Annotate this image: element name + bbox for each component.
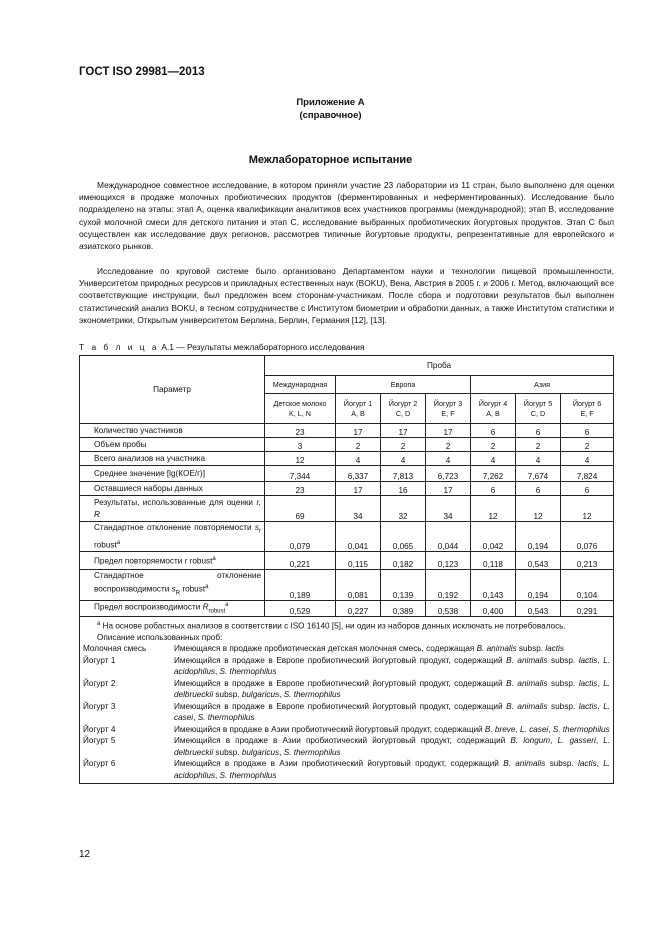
- annex-subtitle: (справочное): [299, 110, 362, 121]
- table-cell: 2: [561, 438, 614, 452]
- document-header: ГОСТ ISO 29981—2013: [79, 66, 205, 78]
- description-fragment: subsp.: [213, 747, 242, 757]
- species-name: L. delbrueckii: [174, 678, 611, 700]
- table-cell: 4: [516, 452, 561, 466]
- table-cell: 12: [561, 496, 614, 522]
- table-row: [80, 552, 614, 570]
- description-name: Йогурт 1: [83, 655, 116, 665]
- description-fragment: ,: [597, 655, 604, 665]
- table-cell: 0,065: [381, 522, 426, 552]
- description-fragment: ,: [279, 747, 284, 757]
- description-item: [83, 678, 610, 701]
- species-name: lactis: [578, 678, 598, 688]
- row-label-text: Предел воспроизводимости: [94, 602, 201, 612]
- description-fragment: ,: [550, 736, 558, 746]
- row-label-variable: R: [202, 602, 209, 612]
- description-fragment: Имеющийся в продаже в Азии пробиотический йогуртовый продукт, содержащий: [174, 736, 511, 746]
- species-name: B. animalis: [506, 655, 548, 665]
- table-cell: 17: [426, 482, 471, 496]
- table-cell: 2: [426, 438, 471, 452]
- species-name: lactis: [578, 701, 598, 711]
- table-cell: 0,543: [516, 600, 561, 616]
- description-fragment: ,: [515, 724, 520, 734]
- column-header: [516, 394, 561, 424]
- table-cell: 17: [336, 424, 381, 438]
- description-fragment: Имеющаяся в продаже пробиотическая детская молочная смесь, содержащая: [174, 644, 477, 654]
- row-label-text: Предел повторяемости: [94, 556, 183, 566]
- table-cell: 2: [336, 438, 381, 452]
- row-label-text: Объем пробы: [94, 440, 147, 449]
- table-cell: 4: [471, 452, 516, 466]
- table-cell: 0,076: [561, 522, 614, 552]
- description-text: [174, 678, 610, 701]
- species-name: L. acidophilus: [174, 655, 611, 677]
- row-label-text: Всего анализов на участника: [94, 454, 206, 463]
- table-cell: 23: [265, 424, 336, 438]
- row-label-variable: r, R: [94, 498, 261, 519]
- column-header-name: Йогурт 5: [523, 399, 553, 408]
- table-row: [80, 438, 614, 452]
- table-cell: 16: [381, 482, 426, 496]
- description-fragment: subsp.: [516, 644, 546, 654]
- header-international: Международная: [265, 376, 336, 394]
- row-label-text: Среднее значение [lg(КОЕ/г)]: [94, 469, 206, 478]
- description-item: [83, 735, 610, 758]
- table-cell: 23: [265, 482, 336, 496]
- description-text: [174, 758, 610, 781]
- description-name: Йогурт 5: [83, 736, 116, 746]
- table-cell: 0,529: [265, 600, 336, 616]
- column-header-name: Йогурт 4: [478, 399, 508, 408]
- row-label: [80, 570, 265, 600]
- row-label-text: Результаты, использованные для оценки: [94, 498, 254, 507]
- table-cell: 12: [471, 496, 516, 522]
- table-cell: 69: [265, 496, 336, 522]
- description-item: [83, 758, 610, 781]
- description-name: Йогурт 6: [83, 759, 116, 769]
- table-cell: 7,813: [381, 466, 426, 482]
- column-header-code: E, F: [441, 408, 455, 418]
- description-fragment: subsp.: [547, 655, 579, 665]
- description-fragment: ,: [596, 759, 604, 769]
- column-header: [381, 394, 426, 424]
- table-cell: 6: [516, 482, 561, 496]
- footnote-mark: a: [97, 620, 101, 627]
- species-name: bulgaricus: [241, 690, 280, 700]
- table-cell: 0,389: [381, 600, 426, 616]
- column-header: [336, 394, 381, 424]
- species-name: S. thermophilus: [283, 747, 341, 757]
- species-name: S. thermophilus: [197, 713, 255, 723]
- table-cell: 34: [426, 496, 471, 522]
- page-number: 12: [79, 849, 91, 860]
- row-label: [80, 482, 265, 496]
- table-row: [80, 496, 614, 522]
- table-cell: 0,400: [471, 600, 516, 616]
- header-europe: Европа: [336, 376, 471, 394]
- description-fragment: subsp.: [545, 759, 578, 769]
- table-body: [80, 424, 614, 617]
- header-asia: Азия: [471, 376, 614, 394]
- table-cell: 2: [471, 438, 516, 452]
- column-header-name: Детское молоко: [273, 399, 327, 408]
- description-text: [174, 655, 610, 678]
- footnote-text: На основе робастных анализов в соответствии с ISO 16140 [5], ни один из наборов данных исключать не потребовалось.: [100, 621, 566, 631]
- row-label: [80, 552, 265, 570]
- results-table: [79, 355, 614, 784]
- row-label-subscript: robust: [208, 608, 226, 615]
- table-cell: 6: [471, 482, 516, 496]
- table-cell: 0,081: [336, 570, 381, 600]
- row-label-subscript: r: [259, 528, 262, 535]
- table-cell: 0,194: [516, 570, 561, 600]
- species-name: lactis: [578, 655, 598, 665]
- description-fragment: ,: [193, 713, 198, 723]
- table-cell: 4: [561, 452, 614, 466]
- table-caption-text: А.1 — Результаты межлабораторного исследования: [159, 342, 365, 352]
- table-cell: 0,042: [471, 522, 516, 552]
- table-cell: 6: [561, 424, 614, 438]
- table-cell: 0,189: [265, 570, 336, 600]
- annex-title: Приложение А: [296, 97, 365, 108]
- column-header-code: C, D: [395, 408, 411, 418]
- table-cell: 17: [381, 424, 426, 438]
- table-cell: 12: [265, 452, 336, 466]
- table-caption: [79, 342, 364, 352]
- table-cell: 0,139: [381, 570, 426, 600]
- table-cell: 0,115: [336, 552, 381, 570]
- column-header: [265, 394, 336, 424]
- table-cell: 32: [381, 496, 426, 522]
- table-cell: 4: [381, 452, 426, 466]
- row-label: [80, 438, 265, 452]
- species-name: B. animalis: [506, 701, 548, 711]
- row-label-superscript: a: [205, 583, 209, 590]
- section-title: Межлабораторное испытание: [248, 154, 413, 166]
- table-cell: 6: [516, 424, 561, 438]
- table-cell: 6,337: [336, 466, 381, 482]
- paragraph-2: Исследование по круговой системе было организовано Департаментом науки и технологии пищевой промышленности, Университетом природных ресурсов и прикладных естественных наук (BOKU), Вена, Австрия в 2005 г. и 2006 г. Метод, включающий все соответствующие инструкции, был предложен всем сторонам-участникам. После сбора и подготовки результатов был выполнен статистический анализ BOKU, в тесном сотрудничестве с Институтом биометрии и обработки данных, а также Институтом статистики и эконометрики, Открытым университетом Берлина, Берлин, Германия [12], [13].: [79, 266, 614, 325]
- table-caption-prefix: Т а б л и ц а: [79, 342, 160, 352]
- description-text: [174, 735, 610, 758]
- species-name: S. thermophilus: [219, 667, 277, 677]
- description-fragment: ,: [597, 678, 604, 688]
- description-item: [83, 643, 610, 655]
- species-name: B. animalis: [476, 644, 517, 654]
- row-label-variable: s: [171, 584, 176, 594]
- descriptions-title: Описание использованных проб:: [97, 632, 223, 642]
- description-name: Йогурт 3: [83, 701, 116, 711]
- table-row: [80, 522, 614, 552]
- species-name: lactis: [545, 644, 564, 654]
- table-cell: 0,079: [265, 522, 336, 552]
- species-name: S. thermophilus: [219, 770, 277, 780]
- table-row: [80, 466, 614, 482]
- table-cell: 0,194: [516, 522, 561, 552]
- row-label-variable: s: [254, 523, 260, 532]
- table-cell: 6: [561, 482, 614, 496]
- description-fragment: ,: [279, 690, 284, 700]
- species-name: L. acidophilus: [174, 759, 611, 780]
- table-cell: 0,182: [381, 552, 426, 570]
- table-cell: 0,192: [426, 570, 471, 600]
- column-header-code: A, B: [486, 408, 500, 418]
- row-label: [80, 466, 265, 482]
- species-name: lactis: [578, 759, 597, 769]
- table-cell: 0,123: [426, 552, 471, 570]
- description-fragment: Имеющийся в продаже в Европе пробиотический йогуртовый продукт, содержащий: [174, 701, 507, 711]
- column-header: [426, 394, 471, 424]
- column-header-code: K, L, N: [289, 408, 311, 418]
- table-cell: 0,221: [265, 552, 336, 570]
- table-cell: 17: [336, 482, 381, 496]
- species-name: L. gasseri: [557, 736, 596, 746]
- row-label-tail: robust: [94, 540, 117, 550]
- header-sample: Проба: [265, 356, 614, 376]
- column-header-code: C, D: [530, 408, 546, 418]
- column-header: [471, 394, 516, 424]
- row-label: [80, 600, 265, 616]
- table-row: [80, 482, 614, 496]
- table-cell: 0,118: [471, 552, 516, 570]
- description-name: Йогурт 4: [83, 724, 116, 734]
- row-label-superscript: a: [225, 602, 229, 609]
- table-row: [80, 452, 614, 466]
- table-cell: 17: [426, 424, 471, 438]
- description-fragment: subsp.: [547, 678, 579, 688]
- row-label-text: Количество участников: [94, 426, 183, 435]
- row-label-superscript: a: [116, 540, 121, 547]
- table-cell: 2: [516, 438, 561, 452]
- row-label-superscript: a: [212, 556, 216, 562]
- description-item: [83, 655, 610, 678]
- column-header-name: Йогурт 1: [343, 399, 373, 408]
- description-fragment: ,: [595, 736, 604, 746]
- row-label-text: Стандартное отклонение воспроизводимости: [94, 571, 261, 594]
- row-label: [80, 522, 265, 552]
- description-fragment: ,: [548, 724, 553, 734]
- description-fragment: ,: [214, 667, 220, 677]
- column-header-code: E, F: [580, 408, 594, 418]
- descriptions-list: [83, 643, 610, 781]
- description-fragment: Имеющийся в продаже в Европе пробиотический йогуртовый продукт, содержащий: [174, 678, 507, 688]
- table-cell: 4: [336, 452, 381, 466]
- table-cell: 0,143: [471, 570, 516, 600]
- description-fragment: Имеющийся в продаже в Азии пробиотический йогуртовый продукт, содержащий: [174, 759, 504, 769]
- species-name: L. delbrueckii: [174, 736, 611, 757]
- table-cell: 7,824: [561, 466, 614, 482]
- column-header-name: Йогурт 2: [388, 399, 418, 408]
- notes-cell: [80, 616, 614, 784]
- header-parameter: Параметр: [80, 356, 265, 424]
- species-name: B. animalis: [506, 678, 548, 688]
- row-label-subscript: R: [175, 590, 181, 597]
- table-cell: 3: [265, 438, 336, 452]
- row-label: [80, 452, 265, 466]
- description-text: [174, 643, 610, 655]
- description-fragment: Имеющийся в продаже в Европе пробиотический йогуртовый продукт, содержащий: [174, 655, 507, 665]
- species-name: B. longum: [510, 736, 551, 746]
- row-label-text: Оставшиеся наборы данных: [94, 484, 203, 493]
- table-cell: 7,344: [265, 466, 336, 482]
- species-name: L. casei: [174, 701, 611, 723]
- description-fragment: subsp.: [547, 701, 579, 711]
- description-name: Молочная смесь: [83, 644, 147, 654]
- table-cell: 4: [426, 452, 471, 466]
- species-name: B. breve: [484, 724, 516, 734]
- table-cell: 6,723: [426, 466, 471, 482]
- species-name: B. animalis: [503, 759, 546, 769]
- row-label: [80, 424, 265, 438]
- table-cell: 0,227: [336, 600, 381, 616]
- row-label-variable: r: [184, 556, 188, 566]
- table-cell: 0,213: [561, 552, 614, 570]
- table-row: [80, 424, 614, 438]
- species-name: S. thermophilus: [283, 690, 341, 700]
- table-cell: 0,291: [561, 600, 614, 616]
- column-header-code: A, B: [351, 408, 365, 418]
- column-header-name: Йогурт 3: [433, 399, 463, 408]
- species-name: S. thermophilus: [552, 724, 610, 734]
- table-cell: 0,104: [561, 570, 614, 600]
- column-header-name: Йогурт 6: [572, 399, 602, 408]
- description-item: [83, 701, 610, 724]
- table-cell: 12: [516, 496, 561, 522]
- paragraph-1: Международное совместное исследование, в котором приняли участие 23 лаборатории из 11 стран, было выполнено для оценки имеющихся в продаже молочных пробиотических продуктов (ферментированных и неферментированных). Исследование было подразделено на этапы: этап А, оценка квалификации аналитиков всех участников программы (международной); этап В, исследование сухой молочной смеси для детского питания и этап С, исследование выбранных пробиотических йогуртовых продуктов. Этап С был осуществлен как исследование двух регионов, рассмотрев типичные йогуртовые продукты, репрезентативные для европейского и азиатского рынков.: [79, 180, 614, 252]
- species-name: bulgaricus: [241, 747, 280, 757]
- description-text: [174, 701, 610, 724]
- description-item: [83, 724, 610, 736]
- table-cell: 2: [381, 438, 426, 452]
- description-name: Йогурт 2: [83, 678, 116, 688]
- row-label-tail: robust: [187, 556, 213, 566]
- table-cell: 0,543: [516, 552, 561, 570]
- table-cell: 0,044: [426, 522, 471, 552]
- description-fragment: subsp.: [213, 690, 242, 700]
- table-cell: 0,538: [426, 600, 471, 616]
- description-fragment: Имеющийся в продаже в Азии пробиотический йогуртовый продукт, содержащий: [174, 724, 485, 734]
- row-label-tail: robust: [180, 584, 206, 594]
- description-text: [174, 724, 610, 736]
- description-fragment: ,: [597, 701, 604, 711]
- column-header: [561, 394, 614, 424]
- row-label-text: Стандартное отклонение повторяемости: [94, 523, 252, 532]
- table-cell: 7,262: [471, 466, 516, 482]
- table-row: [80, 570, 614, 600]
- table-cell: 7,674: [516, 466, 561, 482]
- table-cell: 6: [471, 424, 516, 438]
- table-cell: 0,041: [336, 522, 381, 552]
- table-cell: 34: [336, 496, 381, 522]
- species-name: L. casei: [519, 724, 549, 734]
- footnote: [83, 619, 610, 632]
- row-label: [80, 496, 265, 522]
- table-row: [80, 600, 614, 616]
- description-fragment: ,: [214, 770, 220, 780]
